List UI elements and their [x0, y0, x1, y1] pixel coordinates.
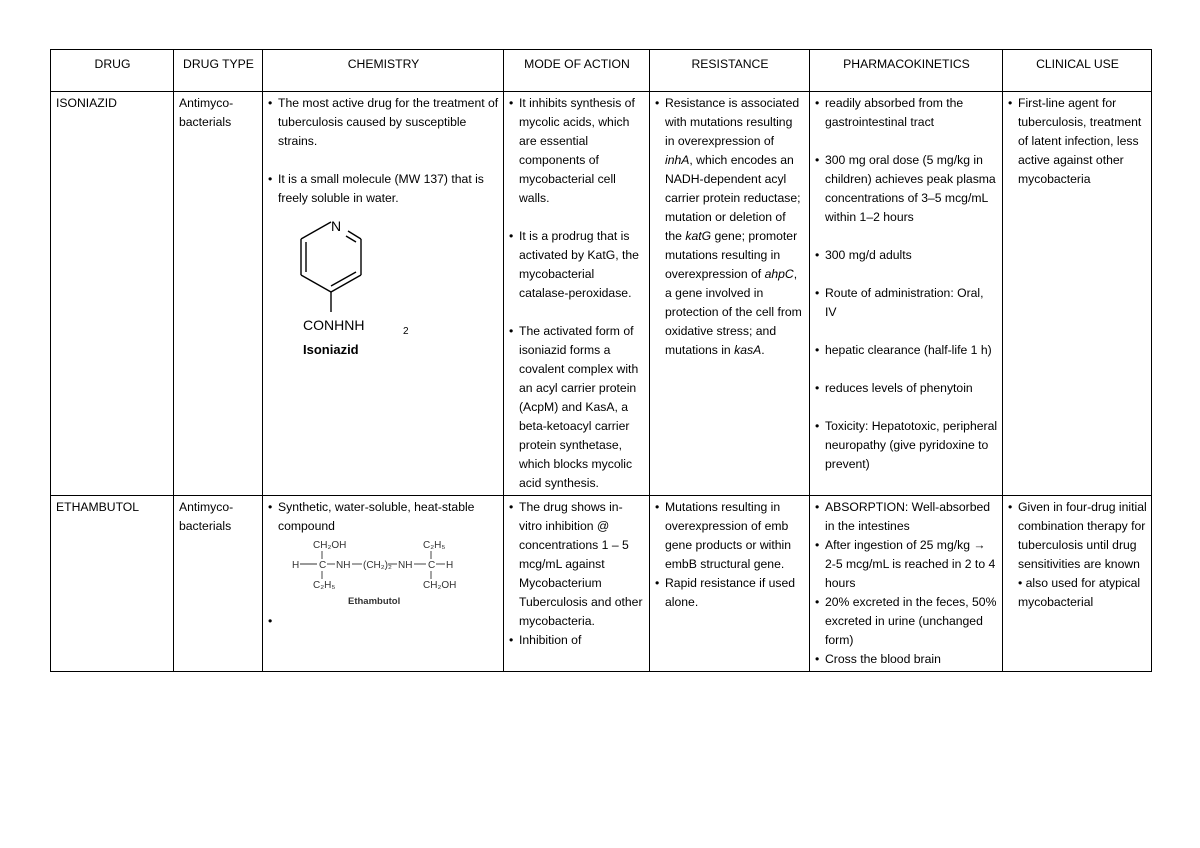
- header-drug: DRUG: [51, 50, 174, 92]
- list-item: • 300 mg oral dose (5 mg/kg in children) achieves peak plasma concentrations of 3–5 mcg/mL within 1–2 hours: [815, 151, 998, 227]
- drug-type-line: Antimyco-: [179, 96, 234, 110]
- substituent-label: CH₂OH: [423, 580, 457, 591]
- list-item: [655, 94, 805, 360]
- drug-type-cell: [174, 92, 263, 496]
- list-item: • Mutations resulting in overexpression of emb gene products or within embB structural gene.: [655, 498, 805, 574]
- header-mode-of-action: MODE OF ACTION: [504, 50, 650, 92]
- list-item: • 300 mg/d adults: [815, 246, 998, 265]
- atom-label: H: [446, 560, 454, 571]
- list-item: • ABSORPTION: Well-absorbed in the intestines: [815, 498, 998, 536]
- list-item: • It is a prodrug that is activated by KatG, the mycobacterial catalase-peroxidase.: [509, 227, 645, 303]
- list-item: • readily absorbed from the gastrointestinal tract: [815, 94, 998, 132]
- list-item: • The most active drug for the treatment of tuberculosis caused by susceptible strains.: [268, 94, 499, 151]
- pharmacokinetics-cell: [810, 496, 1003, 672]
- list-item: • Inhibition of: [509, 631, 645, 650]
- list-item: • It is a small molecule (MW 137) that is freely soluble in water.: [268, 170, 499, 208]
- drug-table: [50, 49, 1152, 672]
- list-item: • reduces levels of phenytoin: [815, 379, 998, 398]
- substituent-label: C₂H₅: [423, 540, 446, 551]
- resistance-text: , a gene involved in protection of the cell from oxidative stress; and mutations in: [665, 267, 802, 357]
- empty-bullet: [268, 612, 499, 631]
- atom-label: NH: [398, 560, 413, 571]
- atom-label: C: [319, 560, 327, 571]
- atom-label: C: [428, 560, 436, 571]
- header-chemistry: CHEMISTRY: [263, 50, 504, 92]
- gene-name: katG: [685, 229, 712, 243]
- drug-name: ETHAMBUTOL: [56, 500, 140, 514]
- header-clinical-use: CLINICAL USE: [1003, 50, 1152, 92]
- resistance-text: , which encodes an NADH-dependent acyl carrier protein reductase; mutation or deletion of the: [665, 153, 801, 243]
- drug-name: ISONIAZID: [56, 96, 117, 110]
- list-item: • Synthetic, water-soluble, heat-stable compound: [268, 498, 499, 536]
- drug-name-cell: [51, 496, 174, 672]
- list-item: • First-line agent for tuberculosis, treatment of latent infection, less active against other mycobacteria: [1008, 94, 1147, 189]
- drug-type-line: bacterials: [179, 115, 232, 129]
- list-item: • After ingestion of 25 mg/kg → 2-5 mcg/mL is reached in 2 to 4 hours: [815, 536, 998, 593]
- resistance-cell: [650, 92, 810, 496]
- resistance-text: gene; promoter mutations resulting in overexpression of: [665, 229, 798, 281]
- atom-label: H: [292, 560, 300, 571]
- resistance-text: Resistance is associated with mutations resulting in overexpression of: [665, 96, 800, 148]
- header-pharmacokinetics: PHARMACOKINETICS: [810, 50, 1003, 92]
- ethambutol-structure: [268, 536, 498, 618]
- list-item: • 20% excreted in the feces, 50% excreted in urine (unchanged form): [815, 593, 998, 650]
- list-item: • Route of administration: Oral, IV: [815, 284, 998, 322]
- chemistry-cell: [263, 496, 504, 672]
- header-drug-type: DRUG TYPE: [174, 50, 263, 92]
- structure-caption: Ethambutol: [348, 596, 401, 607]
- pharmacokinetics-cell: [810, 92, 1003, 496]
- list-item: • Given in four-drug initial combination therapy for tuberculosis until drug sensitivities are known • also used for atypical mycobacterial: [1008, 498, 1147, 612]
- gene-name: ahpC: [764, 267, 794, 281]
- list-item: • Rapid resistance if used alone.: [655, 574, 805, 612]
- drug-type-line: Antimyco-: [179, 500, 234, 514]
- clinical-use-cell: [1003, 92, 1152, 496]
- atom-label: NH: [336, 560, 351, 571]
- ring-nitrogen-label: N: [331, 218, 342, 234]
- resistance-text: .: [761, 343, 765, 357]
- list-item: • hepatic clearance (half-life 1 h): [815, 341, 998, 360]
- header-resistance: RESISTANCE: [650, 50, 810, 92]
- substituent-label: C₂H₅: [313, 580, 336, 591]
- list-item: • The activated form of isoniazid forms a covalent complex with an acyl carrier protein (AcpM) and KasA, a beta-ketoacyl carrier protein synthetase, which blocks mycolic acid synthesis.: [509, 322, 645, 493]
- clinical-use-cell: [1003, 496, 1152, 672]
- drug-type-cell: [174, 496, 263, 672]
- substituent-label: CH₂OH: [313, 540, 347, 551]
- isoniazid-structure: [268, 212, 418, 362]
- table-row-ethambutol: [51, 496, 1152, 672]
- drug-type-line: bacterials: [179, 519, 232, 533]
- list-item: • It inhibits synthesis of mycolic acids, which are essential components of mycobacterial cell walls.: [509, 94, 645, 208]
- mode-of-action-cell: [504, 92, 650, 496]
- chain-label: (CH₂)₂: [363, 560, 392, 571]
- structure-caption: Isoniazid: [303, 342, 359, 357]
- table-row-isoniazid: [51, 92, 1152, 496]
- list-item: • Toxicity: Hepatotoxic, peripheral neuropathy (give pyridoxine to prevent): [815, 417, 998, 474]
- resistance-cell: [650, 496, 810, 672]
- list-item: • Cross the blood brain: [815, 650, 998, 669]
- mode-of-action-cell: [504, 496, 650, 672]
- gene-name: inhA: [665, 153, 690, 167]
- group-label: CONHNH: [303, 317, 365, 333]
- header-row: [51, 50, 1152, 92]
- group-subscript: 2: [403, 326, 409, 337]
- drug-name-cell: [51, 92, 174, 496]
- list-item: • The drug shows in-vitro inhibition @ concentrations 1 – 5 mcg/mL against Mycobacterium Tuberculosis and other mycobacteria.: [509, 498, 645, 631]
- chemistry-cell: [263, 92, 504, 496]
- gene-name: kasA: [734, 343, 762, 357]
